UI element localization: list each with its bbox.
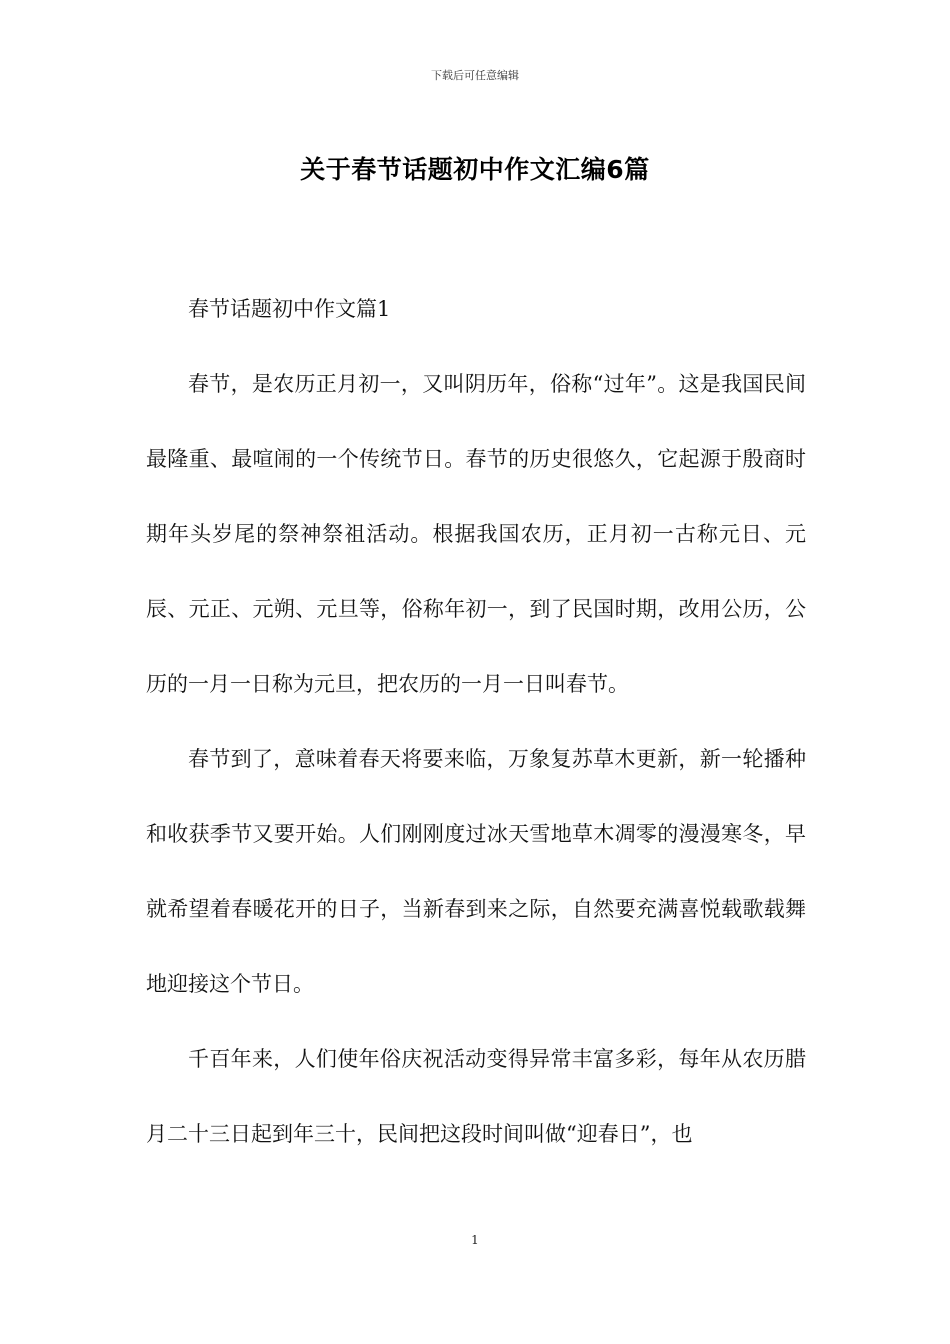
document-title: 关于春节话题初中作文汇编6篇 bbox=[300, 155, 650, 184]
paragraph-2: 春节到了，意味着春天将要来临，万象复苏草木更新，新一轮播种和收获季节又要开始。人们刚刚度过冰天雪地草木凋零的漫漫寒冬，早就希望着春暖花开的日子，当新春到来之际，自然要充满喜悦载歌载舞地迎接这个节日。 bbox=[146, 747, 806, 996]
paragraph-1: 春节，是农历正月初一，又叫阴历年，俗称“过年”。这是我国民间最隆重、最喧闹的一个传统节日。春节的历史很悠久，它起源于殷商时期年头岁尾的祭神祭祖活动。根据我国农历，正月初一古称元日、元辰、元正、元朔、元旦等，俗称年初一，到了民国时期，改用公历，公历的一月一日称为元旦，把农历的一月一日叫春节。 bbox=[146, 372, 806, 696]
section-heading: 春节话题初中作文篇1 bbox=[188, 297, 391, 321]
page-header-note: 下载后可任意编辑 bbox=[431, 69, 519, 82]
page-number: 1 bbox=[471, 1233, 479, 1247]
document-body bbox=[146, 272, 806, 1172]
paragraph-3: 千百年来，人们使年俗庆祝活动变得异常丰富多彩，每年从农历腊月二十三日起到年三十，民间把这段时间叫做“迎春日”，也 bbox=[146, 1047, 806, 1146]
